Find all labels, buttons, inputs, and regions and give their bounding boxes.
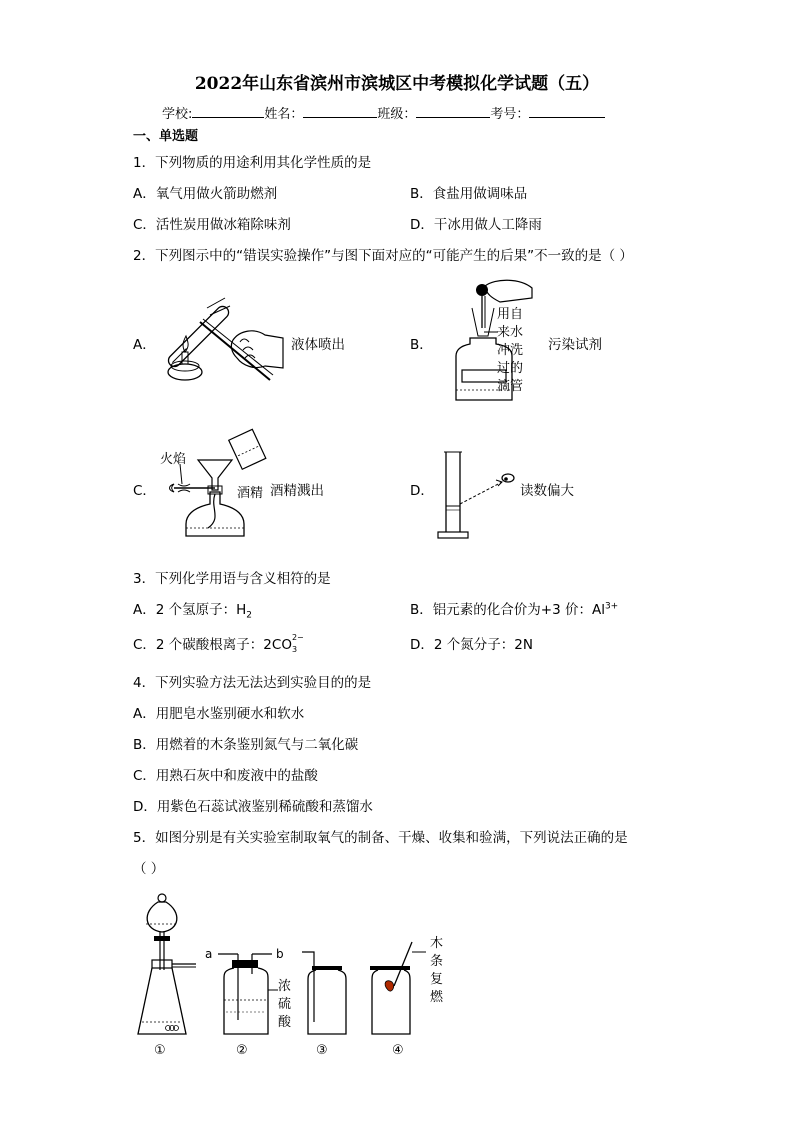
q3-option-c[interactable] xyxy=(133,633,302,653)
rekindle-label-char: 复 xyxy=(430,972,444,987)
pipe-label-b: b xyxy=(276,947,284,961)
q5-stem-bracket: （ ） xyxy=(133,861,165,877)
q2-option-c-letter[interactable]: C． xyxy=(133,483,156,499)
q3-c-text: C．2 个碳酸根离子：2CO xyxy=(133,637,292,653)
q3-b-superscript: 3+ xyxy=(604,601,619,612)
q2-b-note xyxy=(497,306,527,396)
q3-c-superscript: 2− xyxy=(291,633,304,642)
q3-a-text: A．2 个氢原子：H xyxy=(133,602,247,618)
rekindle-label-char: 木 xyxy=(430,936,444,951)
name-label: 姓名： xyxy=(264,107,304,122)
q4-option-c[interactable]: C．用熟石灰中和废液中的盐酸 xyxy=(133,768,318,784)
q3-a-subscript: 2 xyxy=(246,610,253,621)
pipe-label-a: a xyxy=(205,947,213,961)
q3-option-a[interactable] xyxy=(133,598,252,621)
q2-b-note-line: 来水 xyxy=(497,325,524,340)
section-heading: 一、单选题 xyxy=(133,129,199,144)
q1-stem: 1．下列物质的用途利用其化学性质的是 xyxy=(133,155,372,171)
rekindle-label-char: 燃 xyxy=(430,990,444,1005)
q1-option-d[interactable]: D．干冰用做人工降雨 xyxy=(410,217,542,233)
q5-stem: 5．如图分别是有关实验室制取氧气的制备、干燥、收集和验满，下列说法正确的是 xyxy=(133,830,628,846)
figure-number-2: ② xyxy=(236,1043,248,1058)
q1-option-c[interactable]: C．活性炭用做冰箱除味剂 xyxy=(133,217,291,233)
q4-stem: 4．下列实验方法无法达到实验目的的是 xyxy=(133,675,372,691)
q2-option-d-letter[interactable]: D． xyxy=(410,483,434,499)
page-title: 2022年山东省滨州市滨城区中考模拟化学试题（五） xyxy=(194,74,600,94)
q4-option-a[interactable]: A．用肥皂水鉴别硬水和软水 xyxy=(133,706,305,722)
q2-b-result: 污染试剂 xyxy=(548,337,602,353)
acid-label-char: 浓 xyxy=(278,979,292,994)
q1-option-b[interactable]: B．食盐用做调味品 xyxy=(410,186,528,202)
q2-b-note-line: 冲洗 xyxy=(497,343,524,358)
q2-d-result: 读数偏大 xyxy=(520,483,574,499)
q2-c-alcohol-label: 酒精 xyxy=(237,486,264,501)
heating-test-tube-illustration xyxy=(155,290,285,385)
class-label: 班级： xyxy=(377,107,417,122)
oxygen-apparatus-illustration xyxy=(134,890,454,1040)
figure-number-4: ④ xyxy=(392,1043,404,1058)
q3-c-subscript: 3 xyxy=(291,645,298,654)
student-info-line xyxy=(162,103,605,122)
acid-label-char: 硫 xyxy=(278,997,292,1012)
measuring-cylinder-illustration xyxy=(436,448,516,540)
q2-c-result: 酒精溅出 xyxy=(270,483,324,499)
q2-b-note-line: 滴管 xyxy=(497,379,524,394)
q2-stem: 2．下列图示中的“错误实验操作”与图下面对应的“可能产生的后果”不一致的是（ ） xyxy=(133,248,633,264)
figure-number-3: ③ xyxy=(316,1043,328,1058)
q4-option-d[interactable]: D．用紫色石蕊试液鉴别稀硫酸和蒸馏水 xyxy=(133,799,373,815)
alcohol-lamp-funnel-illustration xyxy=(160,428,270,540)
name-blank[interactable] xyxy=(303,105,377,118)
q3-b-text: B．铝元素的化合价为+3 价：Al xyxy=(410,602,605,618)
q2-b-note-line: 过的 xyxy=(497,361,524,376)
q1-option-a[interactable]: A．氧气用做火箭助燃剂 xyxy=(133,186,278,202)
id-blank[interactable] xyxy=(529,105,605,118)
q2-option-b-letter[interactable]: B． xyxy=(410,337,433,353)
school-label: 学校: xyxy=(162,107,193,122)
acid-label xyxy=(278,978,291,1032)
q3-option-b[interactable] xyxy=(410,598,618,618)
school-blank[interactable] xyxy=(192,105,264,118)
rekindle-label xyxy=(430,935,443,1007)
q2-option-a-letter[interactable]: A． xyxy=(133,337,156,353)
q2-a-result: 液体喷出 xyxy=(291,337,345,353)
q2-c-flame-label: 火焰 xyxy=(160,452,187,467)
q4-option-b[interactable]: B．用燃着的木条鉴别氮气与二氧化碳 xyxy=(133,737,359,753)
class-blank[interactable] xyxy=(416,105,490,118)
acid-label-char: 酸 xyxy=(278,1015,292,1030)
q3-c-script xyxy=(291,633,304,654)
rekindle-label-char: 条 xyxy=(430,954,444,969)
q3-option-d[interactable]: D．2 个氮分子：2N xyxy=(410,637,533,653)
id-label: 考号： xyxy=(490,107,530,122)
figure-number-1: ① xyxy=(154,1043,166,1058)
q2-b-note-line: 用自 xyxy=(497,307,524,322)
q3-stem: 3．下列化学用语与含义相符的是 xyxy=(133,571,331,587)
